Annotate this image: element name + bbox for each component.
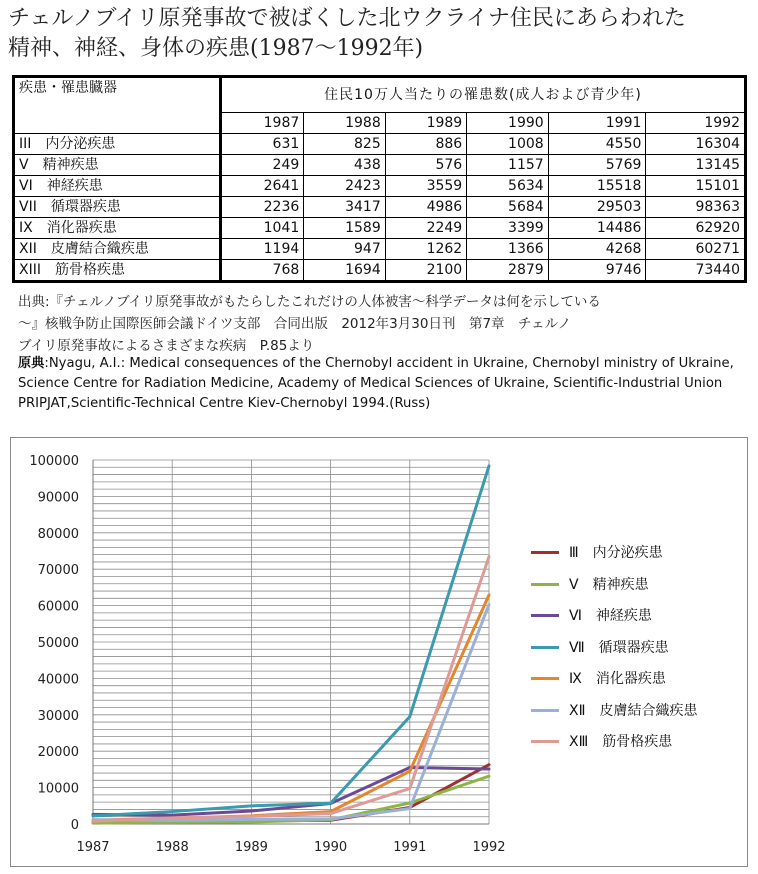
y-tick-label: 90000 — [37, 490, 79, 506]
x-tick-label: 1989 — [234, 840, 268, 855]
cell-value: 2641 — [221, 176, 304, 197]
legend-swatch — [531, 646, 559, 649]
cell-value: 62920 — [646, 218, 746, 239]
cell-value: 947 — [304, 239, 385, 260]
table-header-row — [14, 77, 746, 113]
cell-value: 16304 — [646, 134, 746, 155]
legend-swatch — [531, 709, 559, 712]
legend-swatch — [531, 740, 559, 743]
cell-value: 73440 — [646, 260, 746, 282]
x-tick-label: 1990 — [314, 840, 348, 855]
morbidity-table — [12, 75, 747, 283]
legend-label: Ⅵ 神経疾患 — [569, 608, 652, 624]
series-line — [93, 605, 489, 821]
y-tick-label: 80000 — [37, 526, 79, 542]
cell-value: 4550 — [548, 134, 646, 155]
cell-value: 1157 — [467, 155, 548, 176]
title-line-2: 精神、神経、身体の疾患(1987〜1992年) — [8, 36, 424, 61]
table-row — [14, 197, 746, 218]
y-tick-label: 20000 — [37, 745, 79, 761]
original-text: :Nyagu, A.I.: Medical consequences of the Chernobyl accident in Ukraine, Chernobyl ministry of Ukraine, Science Centre for Radiation Medicine, Academy of Medical Sciences of Ukraine, Scientific-Industrial Union PRIPJAT,Scientific-Technical Centre Kiev-Chernobyl 1994.(Russ) — [18, 356, 734, 411]
cell-value: 768 — [221, 260, 304, 282]
legend-label: ⅩⅢ 筋骨格疾患 — [569, 734, 673, 750]
y-tick-label: 40000 — [37, 672, 79, 688]
row-label: IX 消化器疾患 — [14, 218, 221, 239]
year-header: 1987 — [221, 113, 304, 134]
cell-value: 1589 — [304, 218, 385, 239]
cell-value: 1041 — [221, 218, 304, 239]
source-line-2: 〜』核戦争防止国際医師会議ドイツ支部 合同出版 2012年3月30日刊 第7章 チェルノ — [18, 316, 572, 332]
y-tick-label: 60000 — [37, 599, 79, 615]
x-tick-label: 1991 — [393, 840, 427, 855]
table-row — [14, 176, 746, 197]
row-label: XIII 筋骨格疾患 — [14, 260, 221, 282]
cell-value: 1366 — [467, 239, 548, 260]
cell-value: 886 — [385, 134, 466, 155]
cell-value: 60271 — [646, 239, 746, 260]
cell-value: 13145 — [646, 155, 746, 176]
cell-value: 1194 — [221, 239, 304, 260]
legend-label: Ⅶ 循環器疾患 — [569, 639, 669, 656]
source-citation — [18, 291, 748, 357]
table-row — [14, 134, 746, 155]
cell-value: 5684 — [467, 197, 548, 218]
table-row — [14, 218, 746, 239]
cell-value: 29503 — [548, 197, 646, 218]
cell-value: 249 — [221, 155, 304, 176]
x-tick-label: 1987 — [76, 840, 110, 855]
title-line-1: チェルノブイリ原発事故で被ばくした北ウクライナ住民にあらわれた — [8, 6, 686, 31]
cell-value: 15518 — [548, 176, 646, 197]
cell-value: 4986 — [385, 197, 466, 218]
year-header: 1992 — [646, 113, 746, 134]
legend-swatch — [531, 677, 559, 680]
cell-value: 2236 — [221, 197, 304, 218]
cell-value: 2249 — [385, 218, 466, 239]
table-row — [14, 239, 746, 260]
cell-value: 5769 — [548, 155, 646, 176]
y-tick-label: 0 — [70, 818, 79, 833]
cell-value: 14486 — [548, 218, 646, 239]
source-line-1: 出典:『チェルノブイリ原発事故がもたらしたこれだけの人体被害〜科学データは何を示している — [18, 294, 601, 310]
legend-label: Ⅸ 消化器疾患 — [569, 671, 666, 687]
legend-swatch — [531, 583, 559, 586]
original-label: 原典 — [18, 356, 45, 371]
legend-swatch — [531, 614, 559, 617]
original-citation — [18, 354, 748, 414]
row-label: VII 循環器疾患 — [14, 197, 221, 218]
cell-value: 1262 — [385, 239, 466, 260]
legend-swatch — [531, 551, 559, 554]
source-line-3: ブイリ原発事故によるさまざまな疾病 P.85より — [18, 338, 315, 354]
cell-value: 9746 — [548, 260, 646, 282]
y-tick-label: 10000 — [37, 781, 79, 797]
table-header-label: 疾患・罹患臓器 — [14, 77, 221, 134]
page-title — [8, 4, 753, 64]
series-line — [93, 557, 489, 822]
year-header: 1988 — [304, 113, 385, 134]
cell-value: 4268 — [548, 239, 646, 260]
table-row — [14, 155, 746, 176]
cell-value: 15101 — [646, 176, 746, 197]
line-chart — [10, 437, 748, 867]
cell-value: 576 — [385, 155, 466, 176]
cell-value: 631 — [221, 134, 304, 155]
series-line — [93, 768, 489, 816]
y-tick-label: 70000 — [37, 563, 79, 579]
cell-value: 3399 — [467, 218, 548, 239]
row-label: V 精神疾患 — [14, 155, 221, 176]
legend-label: Ⅲ 内分泌疾患 — [569, 545, 663, 561]
cell-value: 2879 — [467, 260, 548, 282]
cell-value: 5634 — [467, 176, 548, 197]
row-label: III 内分泌疾患 — [14, 134, 221, 155]
cell-value: 438 — [304, 155, 385, 176]
cell-value: 2100 — [385, 260, 466, 282]
cell-value: 1008 — [467, 134, 548, 155]
y-tick-label: 50000 — [37, 636, 79, 651]
row-label: XII 皮膚結合織疾患 — [14, 239, 221, 260]
table-span-header: 住民10万人当たりの罹患数(成人および青少年) — [221, 77, 746, 113]
cell-value: 1694 — [304, 260, 385, 282]
year-header: 1989 — [385, 113, 466, 134]
cell-value: 2423 — [304, 176, 385, 197]
year-header: 1990 — [467, 113, 548, 134]
cell-value: 825 — [304, 134, 385, 155]
legend-label: ⅩⅡ 皮膚結合織疾患 — [569, 702, 698, 719]
x-tick-label: 1992 — [472, 840, 506, 855]
y-tick-label: 30000 — [37, 708, 79, 724]
y-tick-label: 100000 — [29, 454, 79, 469]
cell-value: 3417 — [304, 197, 385, 218]
table-row — [14, 260, 746, 282]
x-tick-label: 1988 — [155, 840, 189, 855]
year-header: 1991 — [548, 113, 646, 134]
cell-value: 3559 — [385, 176, 466, 197]
row-label: VI 神経疾患 — [14, 176, 221, 197]
cell-value: 98363 — [646, 197, 746, 218]
legend-label: Ⅴ 精神疾患 — [569, 576, 649, 593]
